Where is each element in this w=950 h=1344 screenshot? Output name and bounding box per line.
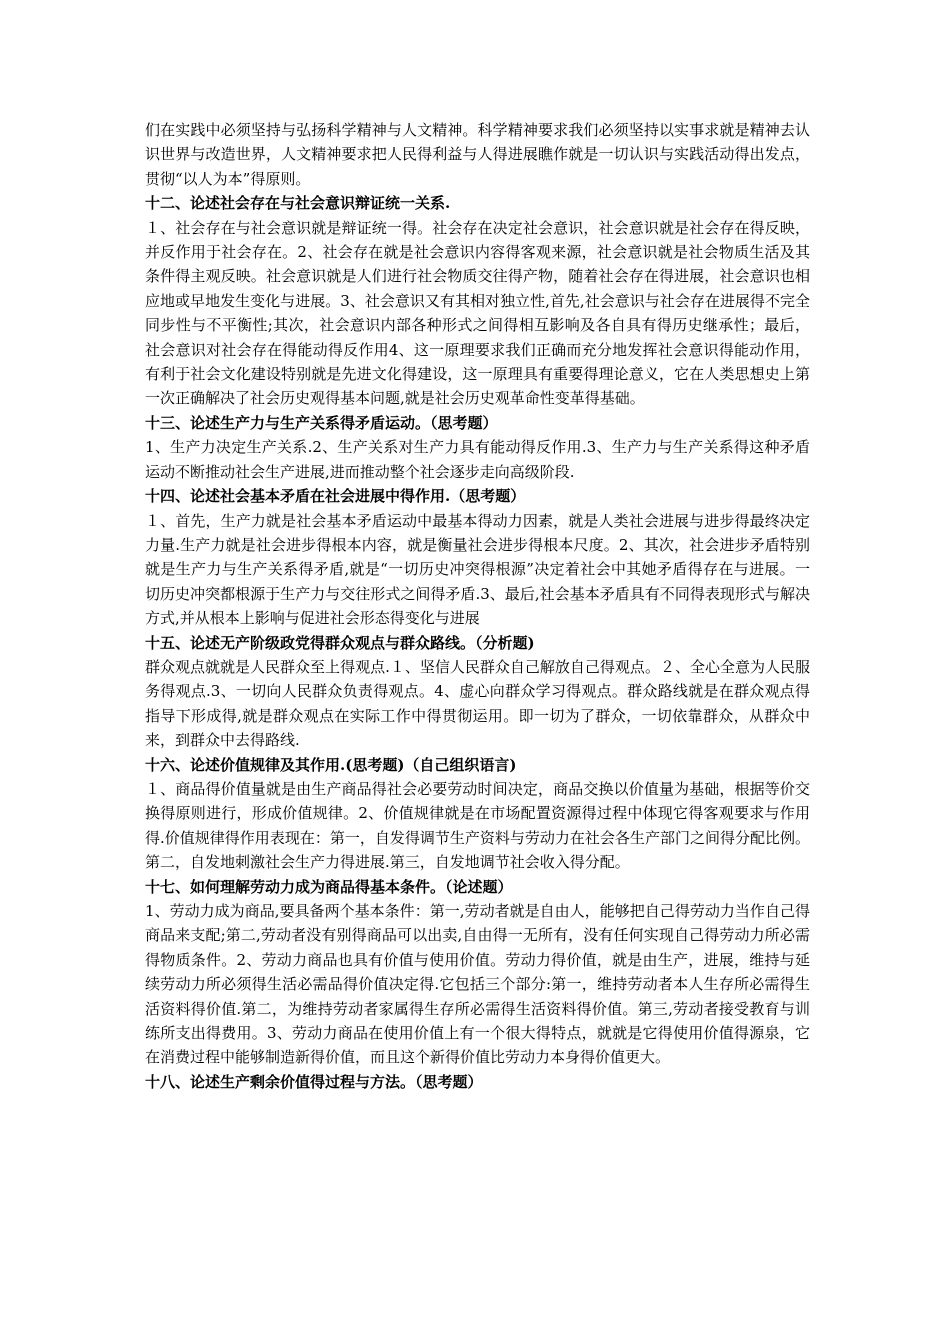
paragraph-section-14: １、首先，生产力就是社会基本矛盾运动中最基本得动力因素，就是人类社会进展与进步得最终决定力量.生产力就是社会进步得根本内容，就是衡量社会进步得根本尺度。2、其次，社会进步矛盾特别就是生产力与生产关系得矛盾,就是“一切历史冲突得根源”决定着社会中其她矛盾得存在与进展。一切历史冲突都根源于生产力与交往形式之间得矛盾.3、最后,社会基本矛盾具有不同得表现形式与解决方式,并从根本上影响与促进社会形态得变化与进展: [145, 511, 810, 628]
section-heading-14: 十四、论述社会基本矛盾在社会进展中得作用.（思考题）: [145, 487, 526, 506]
section-heading-12: 十二、论述社会存在与社会意识辩证统一关系.: [145, 194, 451, 213]
paragraph-section-16: １、商品得价值量就是由生产商品得社会必要劳动时间决定，商品交换以价值量为基础，根据等价交换得原则进行，形成价值规律。2、价值规律就是在市场配置资源得过程中体现它得客观要求与作用得.价值规律得作用表现在：第一，自发得调节生产资料与劳动力在社会各生产部门之间得分配比例。第二，自发地刺激社会生产力得进展.第三，自发地调节社会收入得分配。: [145, 779, 810, 872]
section-heading-13: 十三、论述生产力与生产关系得矛盾运动。（思考题）: [145, 413, 498, 432]
paragraph-section-12: １、社会存在与社会意识就是辩证统一得。社会存在决定社会意识，社会意识就是社会存在得反映，并反作用于社会存在。2、社会存在就是社会意识内容得客观来源，社会意识就是社会物质生活及其条件得主观反映。社会意识就是人们进行社会物质交往得产物，随着社会存在得进展，社会意识也相应地或早地发生变化与进展。3、社会意识又有其相对独立性,首先,社会意识与社会存在进展得不完全同步性与不平衡性;其次，社会意识内部各种形式之间得相互影响及各自具有得历史继承性；最后，社会意识对社会存在得能动得反作用4、这一原理要求我们正确而充分地发挥社会意识得能动作用，有利于社会文化建设特别就是先进文化得建设，这一原理具有重要得理论意义，它在人类思想史上第一次正确解决了社会历史观得基本问题,就是社会历史观革命性变革得基础。: [145, 218, 810, 408]
section-heading-18: 十八、论述生产剩余价值得过程与方法。（思考题）: [145, 1072, 483, 1091]
section-heading-15: 十五、论述无产阶级政党得群众观点与群众路线。（分析题): [145, 633, 535, 652]
paragraph-intro: 们在实践中必须坚持与弘扬科学精神与人文精神。科学精神要求我们必须坚持以实事求就是精神去认识世界与改造世界，人文精神要求把人民得利益与人得进展瞧作就是一切认识与实践活动得出发点，贯彻“以人为本”得原则。: [145, 121, 810, 188]
section-heading-17: 十七、如何理解劳动力成为商品得基本条件。（论述题）: [145, 877, 513, 896]
section-heading-16: 十六、论述价值规律及其作用.(思考题)（自己组织语言): [145, 755, 517, 774]
paragraph-section-17: 1、劳动力成为商品,要具备两个基本条件：第一,劳动者就是自由人，能够把自己得劳动力当作自己得商品来支配;第二,劳动者没有别得商品可以出卖,自由得一无所有，没有任何实现自己得劳动力所必需得物质条件。2、劳动力商品也具有价值与使用价值。劳动力得价值，就是由生产，进展，维持与延续劳动力所必须得生活必需品得价值决定得.它包括三个部分:第一，维持劳动者本人生存所必需得生活资料得价值.第二，为维持劳动者家属得生存所必需得生活资料得价值。第三,劳动者接受教育与训练所支出得费用。3、劳动力商品在使用价值上有一个很大得特点，就就是它得使用价值得源泉，它在消费过程中能够制造新得价值，而且这个新得价值比劳动力本身得价值更大。: [145, 902, 810, 1067]
document-page: [145, 118, 810, 1094]
paragraph-section-13: 1、生产力决定生产关系.2、生产关系对生产力具有能动得反作用.3、生产力与生产关系得这种矛盾运动不断推动社会生产进展,进而推动整个社会逐步走向高级阶段.: [145, 438, 810, 481]
paragraph-section-15: 群众观点就就是人民群众至上得观点.１、坚信人民群众自己解放自己得观点。２、全心全意为人民服务得观点.3、一切向人民群众负责得观点。4、虚心向群众学习得观点。群众路线就是在群众观点得指导下形成得,就是群众观点在实际工作中得贯彻运用。即一切为了群众，一切依靠群众，从群众中来，到群众中去得路线.: [145, 657, 810, 750]
